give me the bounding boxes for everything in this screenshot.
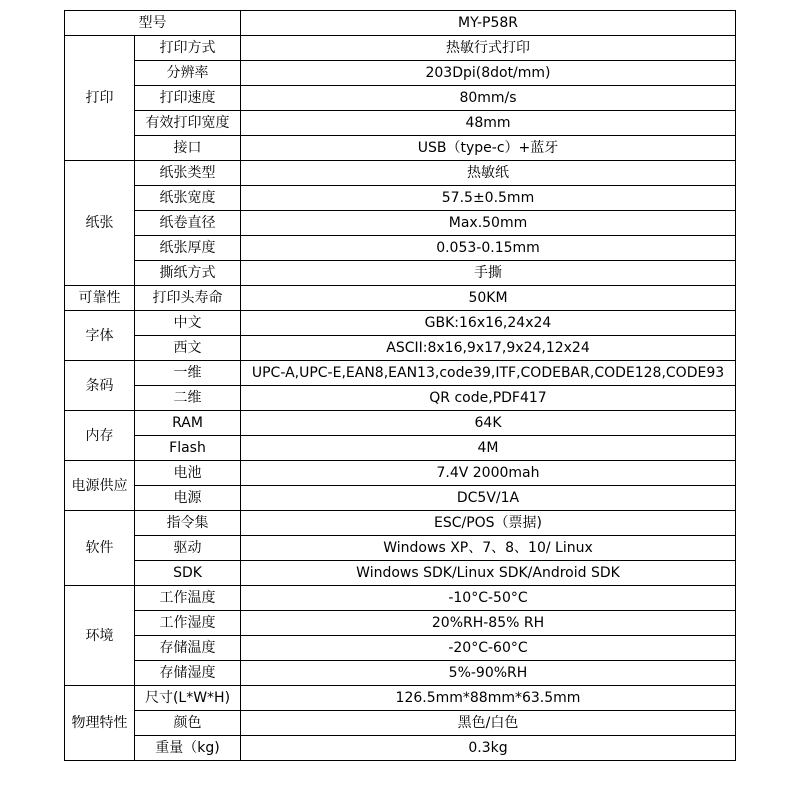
spec-label: 打印头寿命: [135, 286, 241, 311]
spec-label: 撕纸方式: [135, 261, 241, 286]
spec-value: Windows SDK/Linux SDK/Android SDK: [241, 561, 736, 586]
spec-label: 分辨率: [135, 61, 241, 86]
spec-label: 重量（kg): [135, 736, 241, 761]
spec-label: 工作温度: [135, 586, 241, 611]
spec-row: [65, 511, 736, 536]
spec-label: 指令集: [135, 511, 241, 536]
spec-value: 热敏行式打印: [241, 36, 736, 61]
spec-row: [65, 636, 736, 661]
spec-label: RAM: [135, 411, 241, 436]
spec-value: 0.3kg: [241, 736, 736, 761]
spec-label: 接口: [135, 136, 241, 161]
spec-value: 126.5mm*88mm*63.5mm: [241, 686, 736, 711]
group-label: 电源供应: [65, 461, 135, 511]
spec-value: 20%RH-85% RH: [241, 611, 736, 636]
spec-row: [65, 86, 736, 111]
spec-label: 尺寸(L*W*H): [135, 686, 241, 711]
spec-label: 存储湿度: [135, 661, 241, 686]
spec-value: -20°C-60°C: [241, 636, 736, 661]
spec-value: 5%-90%RH: [241, 661, 736, 686]
spec-row: [65, 111, 736, 136]
group-label: 打印: [65, 36, 135, 161]
spec-row: [65, 36, 736, 61]
spec-label: 二维: [135, 386, 241, 411]
spec-row: [65, 611, 736, 636]
spec-label: SDK: [135, 561, 241, 586]
spec-value: 黑色/白色: [241, 711, 736, 736]
spec-value: UPC-A,UPC-E,EAN8,EAN13,code39,ITF,CODEBAR,CODE128,CODE93: [241, 361, 736, 386]
spec-row: [65, 361, 736, 386]
group-label: 字体: [65, 311, 135, 361]
spec-value: 0.053-0.15mm: [241, 236, 736, 261]
spec-label: 打印方式: [135, 36, 241, 61]
spec-row: [65, 211, 736, 236]
group-label: 条码: [65, 361, 135, 411]
spec-label: 纸张宽度: [135, 186, 241, 211]
spec-value: DC5V/1A: [241, 486, 736, 511]
spec-label: 有效打印宽度: [135, 111, 241, 136]
spec-row: [65, 461, 736, 486]
spec-row: [65, 436, 736, 461]
group-label: 纸张: [65, 161, 135, 286]
spec-value: 64K: [241, 411, 736, 436]
spec-row: [65, 411, 736, 436]
spec-row: [65, 586, 736, 611]
spec-row: [65, 286, 736, 311]
spec-label: 打印速度: [135, 86, 241, 111]
spec-value: Max.50mm: [241, 211, 736, 236]
spec-value: 57.5±0.5mm: [241, 186, 736, 211]
spec-label: 工作湿度: [135, 611, 241, 636]
spec-label: 一维: [135, 361, 241, 386]
spec-label: 颜色: [135, 711, 241, 736]
group-label: 软件: [65, 511, 135, 586]
model-label: 型号: [65, 11, 241, 36]
spec-row: [65, 261, 736, 286]
spec-row: [65, 161, 736, 186]
spec-row: [65, 336, 736, 361]
spec-label: 纸张类型: [135, 161, 241, 186]
group-label: 物理特性: [65, 686, 135, 761]
spec-row: [65, 61, 736, 86]
group-label: 可靠性: [65, 286, 135, 311]
spec-row: [65, 561, 736, 586]
model-row: [65, 11, 736, 36]
spec-value: 手撕: [241, 261, 736, 286]
spec-label: 中文: [135, 311, 241, 336]
spec-row: [65, 661, 736, 686]
spec-value: USB（type-c）+蓝牙: [241, 136, 736, 161]
spec-row: [65, 311, 736, 336]
spec-label: 电源: [135, 486, 241, 511]
spec-value: QR code,PDF417: [241, 386, 736, 411]
spec-value: -10°C-50°C: [241, 586, 736, 611]
spec-row: [65, 186, 736, 211]
spec-row: [65, 236, 736, 261]
spec-row: [65, 736, 736, 761]
spec-value: ASCII:8x16,9x17,9x24,12x24: [241, 336, 736, 361]
group-label: 内存: [65, 411, 135, 461]
group-label: 环境: [65, 586, 135, 686]
spec-value: 4M: [241, 436, 736, 461]
spec-value: 48mm: [241, 111, 736, 136]
spec-label: Flash: [135, 436, 241, 461]
spec-label: 西文: [135, 336, 241, 361]
spec-value: 7.4V 2000mah: [241, 461, 736, 486]
spec-value: ESC/POS（票据): [241, 511, 736, 536]
spec-label: 纸卷直径: [135, 211, 241, 236]
spec-row: [65, 711, 736, 736]
spec-value: 热敏纸: [241, 161, 736, 186]
spec-value: 203Dpi(8dot/mm): [241, 61, 736, 86]
spec-table: [64, 10, 736, 761]
spec-row: [65, 486, 736, 511]
spec-value: Windows XP、7、8、10/ Linux: [241, 536, 736, 561]
model-value: MY-P58R: [241, 11, 736, 36]
spec-value: 50KM: [241, 286, 736, 311]
spec-value: GBK:16x16,24x24: [241, 311, 736, 336]
spec-row: [65, 686, 736, 711]
spec-label: 电池: [135, 461, 241, 486]
spec-label: 纸张厚度: [135, 236, 241, 261]
spec-label: 存储温度: [135, 636, 241, 661]
spec-row: [65, 136, 736, 161]
spec-value: 80mm/s: [241, 86, 736, 111]
spec-row: [65, 536, 736, 561]
spec-row: [65, 386, 736, 411]
spec-label: 驱动: [135, 536, 241, 561]
spec-table-body: [65, 11, 736, 761]
